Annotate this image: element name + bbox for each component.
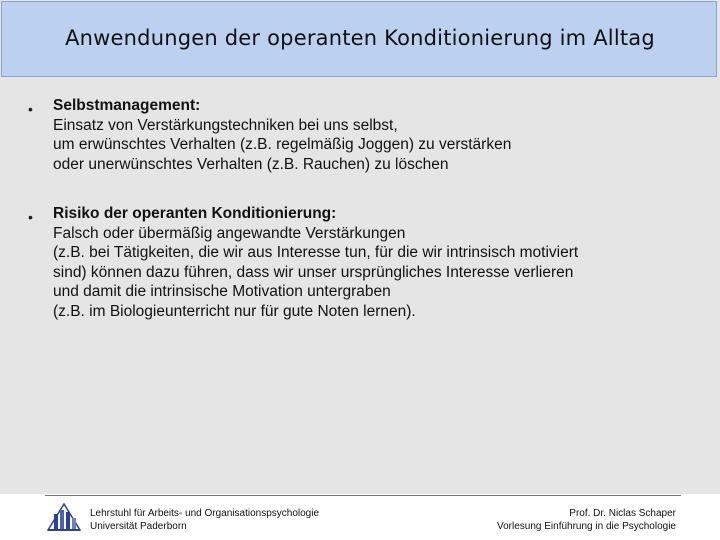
footer-chair: Lehrstuhl für Arbeits- und Organisationspsychologie (90, 508, 320, 519)
bullet-heading: Risiko der operanten Konditionierung: (53, 205, 337, 222)
footer-divider (45, 495, 681, 496)
footer (0, 494, 720, 540)
university-logo-icon (46, 502, 82, 532)
footer-course: Vorlesung Einführung in die Psychologie (496, 521, 676, 532)
bullet-line: sind) können dazu führen, dass wir unser ursprüngliches Interesse verlieren (53, 263, 574, 281)
content-area (0, 78, 720, 494)
bullet-line: und damit die intrinsische Motivation untergraben (53, 283, 391, 300)
bullet-item-risiko (53, 204, 703, 321)
bullet-line: Falsch oder übermäßig angewandte Verstärkungen (53, 224, 406, 242)
bullet-line: (z.B. im Biologieunterricht nur für gute Noten lernen). (53, 302, 416, 320)
bullet-line: (z.B. bei Tätigkeiten, die wir aus Interesse tun, für die wir intrinsisch motiviert (53, 244, 579, 261)
footer-lecture-info (497, 507, 676, 533)
footer-university: Universität Paderborn (90, 521, 187, 532)
title-bar (1, 1, 717, 77)
bullet-line: Einsatz von Verstärkungstechniken bei uns selbst, (53, 116, 398, 134)
bullet-line: oder unerwünschtes Verhalten (z.B. Rauchen) zu löschen (53, 155, 449, 173)
bullet-marker: • (28, 209, 33, 225)
slide-title: Anwendungen der operanten Konditionierung im Alltag (65, 26, 655, 50)
footer-institution (90, 507, 319, 533)
footer-author: Prof. Dr. Niclas Schaper (569, 508, 676, 519)
bullet-line: um erwünschtes Verhalten (z.B. regelmäßig Joggen) zu verstärken (53, 136, 512, 153)
bullet-marker: • (28, 101, 33, 117)
bullet-item-selbstmanagement (53, 96, 703, 174)
bullet-heading: Selbstmanagement: (53, 97, 201, 114)
